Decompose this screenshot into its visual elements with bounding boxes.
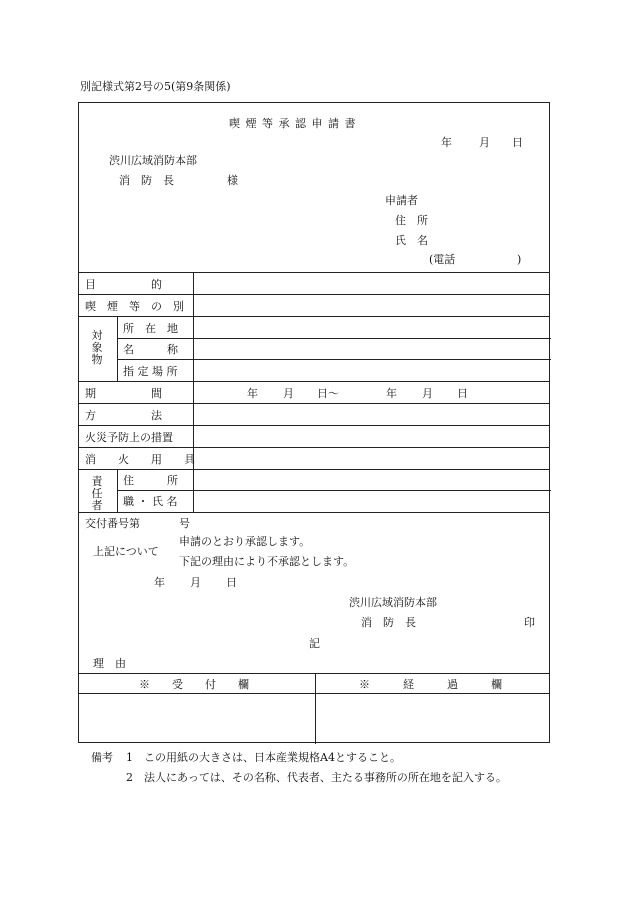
decision-chief: 消 防 長 bbox=[361, 616, 416, 629]
period-start-day: 日～ bbox=[317, 387, 339, 400]
period-end-year: 年 bbox=[386, 387, 397, 400]
target-place-field[interactable] bbox=[194, 360, 550, 381]
note-2-text: 法人にあっては、その名称、代表者、主たる事務所の所在地を記入する。 bbox=[144, 771, 507, 784]
date-day-label: 日 bbox=[512, 136, 523, 149]
progress-area[interactable] bbox=[316, 694, 550, 743]
period-start-year: 年 bbox=[247, 387, 258, 400]
applicant-label: 申請者 bbox=[385, 194, 418, 207]
period-end-month: 月 bbox=[422, 387, 433, 400]
target-place-label: 指 定 場 所 bbox=[123, 365, 178, 378]
form-reference: 別記様式第2号の5(第9条関係) bbox=[80, 80, 231, 93]
decision-year: 年 bbox=[154, 576, 165, 589]
resp-address-field[interactable] bbox=[194, 470, 550, 490]
method-field[interactable] bbox=[194, 404, 550, 425]
smoking-type-field[interactable] bbox=[194, 295, 550, 316]
resp-title-name-field[interactable] bbox=[194, 491, 550, 512]
reason-label: 理 由 bbox=[93, 657, 126, 670]
issue-number-label: 交付番号第 bbox=[85, 517, 140, 530]
above-regarding: 上記について bbox=[93, 545, 159, 558]
applicant-phone-label: (電話 bbox=[429, 253, 456, 266]
resp-address-label: 住 所 bbox=[123, 474, 178, 487]
date-year-label: 年 bbox=[441, 136, 452, 149]
period-end-day: 日 bbox=[457, 387, 468, 400]
purpose-label: 目 的 bbox=[85, 278, 162, 291]
smoking-type-label: 喫 煙 等 の 別 bbox=[85, 300, 184, 313]
decision-month: 月 bbox=[190, 576, 201, 589]
fire-measures-field[interactable] bbox=[194, 426, 550, 447]
target-location-label: 所 在 地 bbox=[123, 322, 178, 335]
note-1-number: 1 bbox=[126, 751, 133, 764]
note-1-text: この用紙の大きさは、日本産業規格A4とすること。 bbox=[144, 751, 401, 764]
decision-org: 渋川広域消防本部 bbox=[349, 596, 437, 609]
target-name-field[interactable] bbox=[194, 339, 550, 359]
applicant-name-label: 氏 名 bbox=[395, 234, 428, 247]
recipient-org: 渋川広域消防本部 bbox=[109, 154, 197, 167]
purpose-field[interactable] bbox=[194, 273, 550, 294]
date-month-label: 月 bbox=[479, 136, 490, 149]
method-label: 方 法 bbox=[85, 409, 162, 422]
period-start-month: 月 bbox=[283, 387, 294, 400]
record-label: 記 bbox=[309, 637, 320, 650]
target-name-label: 名 称 bbox=[123, 343, 178, 356]
issue-number-suffix: 号 bbox=[179, 517, 190, 530]
recipient-title: 消 防 長 bbox=[119, 174, 174, 187]
period-label: 期 間 bbox=[85, 387, 162, 400]
reception-column-header: ※ 受 付 欄 bbox=[139, 678, 249, 691]
notes-label: 備考 bbox=[91, 751, 113, 764]
recipient-honorific: 様 bbox=[227, 174, 238, 187]
extinguisher-field[interactable] bbox=[194, 448, 550, 469]
rejected-option[interactable]: 下記の理由により不承認とします。 bbox=[179, 555, 355, 568]
target-location-field[interactable] bbox=[194, 317, 550, 338]
application-form bbox=[78, 102, 550, 743]
decision-day: 日 bbox=[226, 576, 237, 589]
note-2-number: 2 bbox=[126, 771, 133, 784]
form-title: 喫 煙 等 承 認 申 請 書 bbox=[229, 117, 357, 130]
progress-column-header: ※ 経 過 欄 bbox=[359, 678, 502, 691]
applicant-phone-close: ) bbox=[517, 253, 522, 266]
approved-option[interactable]: 申請のとおり承認します。 bbox=[179, 535, 311, 548]
seal-mark: 印 bbox=[524, 616, 535, 629]
resp-title-name-label: 職 ・ 氏 名 bbox=[123, 495, 178, 508]
reception-area[interactable] bbox=[79, 694, 315, 743]
extinguisher-label: 消 火 用 具 bbox=[85, 453, 195, 466]
fire-measures-label: 火災予防上の措置 bbox=[85, 431, 173, 444]
target-object-label: 対象物 bbox=[91, 329, 103, 366]
applicant-address-label: 住 所 bbox=[395, 214, 428, 227]
responsible-person-label: 責任者 bbox=[91, 475, 103, 512]
